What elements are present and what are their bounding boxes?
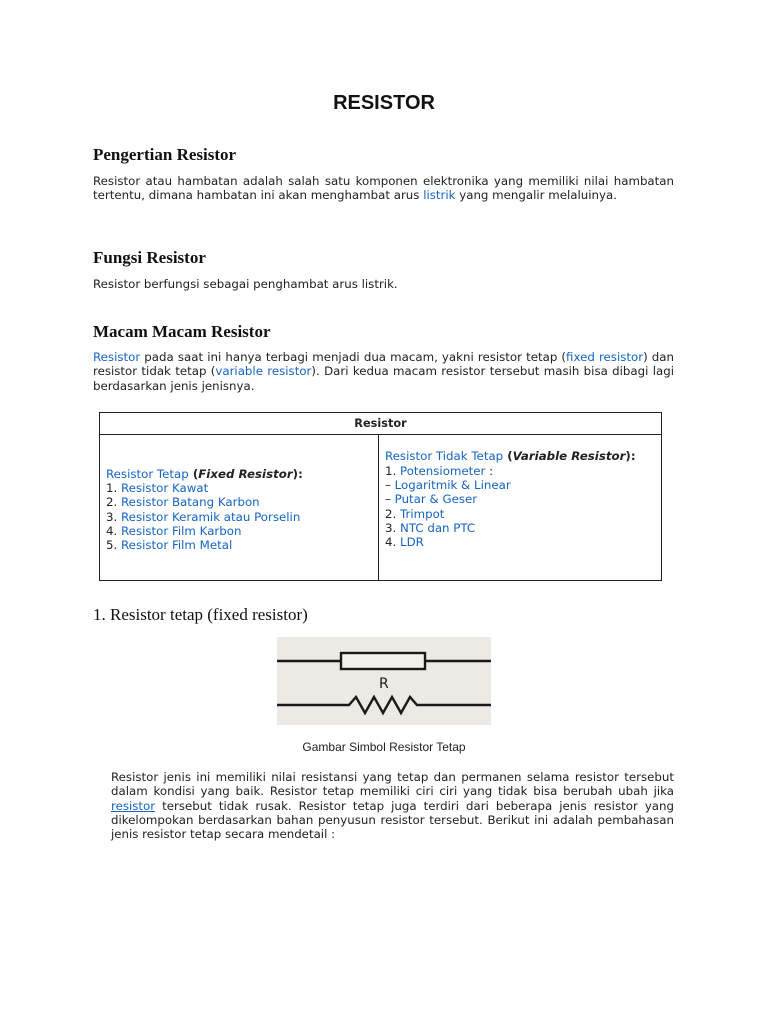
list-item-number: 2. — [106, 495, 122, 510]
paragraph-pengertian — [93, 174, 674, 203]
listrik-link[interactable]: listrik — [423, 188, 456, 203]
macam-text-2: ) dan resistor tidak tetap ( — [93, 350, 674, 379]
list-item — [106, 481, 378, 495]
list-item — [385, 478, 661, 492]
fixed-resistor-title — [106, 467, 378, 481]
list-item-number: – — [385, 492, 395, 507]
list-item — [106, 524, 378, 538]
paragraph-macam — [93, 350, 674, 393]
resistor-link[interactable]: Resistor — [93, 350, 141, 364]
list-item-number: – — [385, 478, 395, 493]
resistor-kawat-link[interactable]: Resistor Kawat — [121, 480, 209, 495]
fixed-resistor-em: Fixed Resistor — [198, 466, 293, 481]
potensiometer-link[interactable]: Potensiometer — [400, 463, 486, 478]
putar-geser-link[interactable]: Putar & Geser — [394, 492, 478, 507]
variable-resistor-em: Variable Resistor — [512, 449, 626, 464]
symbol-label: R — [379, 676, 389, 692]
list-item-number: 2. — [385, 506, 401, 521]
pengertian-text-1: Resistor atau hambatan adalah salah satu komponen elektronika yang memiliki nilai hambatan tertentu, dimana hambatan ini akan menghambat arus — [93, 174, 674, 203]
figure-caption: Gambar Simbol Resistor Tetap — [302, 740, 466, 754]
table-cell-fixed — [100, 435, 379, 581]
list-item — [385, 535, 661, 549]
macam-text-1: pada saat ini hanya terbagi menjadi dua macam, yakni resistor tetap ( — [140, 350, 567, 364]
heading-resistor-tetap: 1. Resistor tetap (fixed resistor) — [93, 605, 308, 624]
list-item-number: 3. — [385, 520, 401, 535]
paragraph-fungsi: Resistor berfungsi sebagai penghambat arus listrik. — [93, 277, 398, 291]
variable-resistor-link[interactable]: variable resistor — [215, 364, 312, 379]
heading-macam: Macam Macam Resistor — [93, 322, 271, 341]
resistor-keramik-link[interactable]: Resistor Keramik atau Porselin — [121, 509, 301, 524]
list-item-number: 3. — [106, 509, 122, 524]
resistor-symbol-figure — [277, 637, 491, 725]
tetap-text-1: Resistor jenis ini memiliki nilai resistansi yang tetap dan permanen selama resistor tersebut dalam kondisi yang baik. Resistor tetap memiliki ciri ciri yang tidak bisa berubah ubah jika — [111, 770, 674, 799]
trimpot-link[interactable]: Trimpot — [400, 506, 445, 521]
table-header: Resistor — [100, 413, 662, 435]
list-item — [385, 521, 661, 535]
list-item-number: 5. — [106, 538, 122, 553]
fixed-resistor-link[interactable]: fixed resistor — [566, 350, 644, 364]
list-item-number: 1. — [385, 463, 401, 478]
list-item — [106, 510, 378, 524]
resistor-symbol-icon — [277, 637, 491, 725]
ldr-link[interactable]: LDR — [400, 535, 424, 550]
document-title: RESISTOR — [333, 92, 435, 114]
ntc-ptc-link[interactable]: NTC dan PTC — [400, 520, 476, 535]
list-item-number: 1. — [106, 480, 122, 495]
paragraph-resistor-tetap — [111, 770, 674, 841]
tetap-text-2: tersebut tidak rusak. Resistor tetap juga terdiri dari beberapa jenis resistor yang dikelompokan berdasarkan bahan penyusun resistor tersebut. Berikut ini adalah pembahasan jenis resistor tetap secara mendetail : — [111, 798, 674, 842]
resistor-types-table — [99, 412, 662, 581]
variable-title-open: ( — [503, 449, 513, 464]
resistor-film-karbon-link[interactable]: Resistor Film Karbon — [121, 523, 242, 538]
heading-pengertian: Pengertian Resistor — [93, 145, 237, 164]
list-item — [385, 507, 661, 521]
list-item-suffix: : — [485, 463, 494, 478]
heading-fungsi: Fungsi Resistor — [93, 248, 206, 267]
list-item-number: 4. — [385, 535, 401, 550]
resistor-batang-karbon-link[interactable]: Resistor Batang Karbon — [121, 495, 260, 510]
fixed-title-close: ): — [292, 466, 303, 481]
table-cell-variable — [379, 435, 662, 581]
resistor-tidak-tetap-link[interactable]: Resistor Tidak Tetap — [385, 449, 504, 464]
resistor-underlined-link[interactable]: resistor — [111, 798, 156, 813]
list-item — [385, 464, 661, 478]
list-item-number: 4. — [106, 523, 122, 538]
fixed-title-open: ( — [188, 466, 199, 481]
macam-text-3: ). Dari kedua macam resistor tersebut masih bisa dibagi lagi berdasarkan jenis jenisnya. — [93, 364, 674, 393]
list-item — [385, 492, 661, 506]
logaritmik-linear-link[interactable]: Logaritmik & Linear — [394, 478, 511, 493]
resistor-film-metal-link[interactable]: Resistor Film Metal — [121, 538, 233, 553]
pengertian-text-2: yang mengalir melaluinya. — [455, 188, 617, 203]
list-item — [106, 538, 378, 552]
variable-resistor-title — [385, 449, 661, 463]
variable-title-close: ): — [625, 449, 636, 464]
resistor-tetap-link[interactable]: Resistor Tetap — [106, 466, 189, 481]
list-item — [106, 495, 378, 509]
